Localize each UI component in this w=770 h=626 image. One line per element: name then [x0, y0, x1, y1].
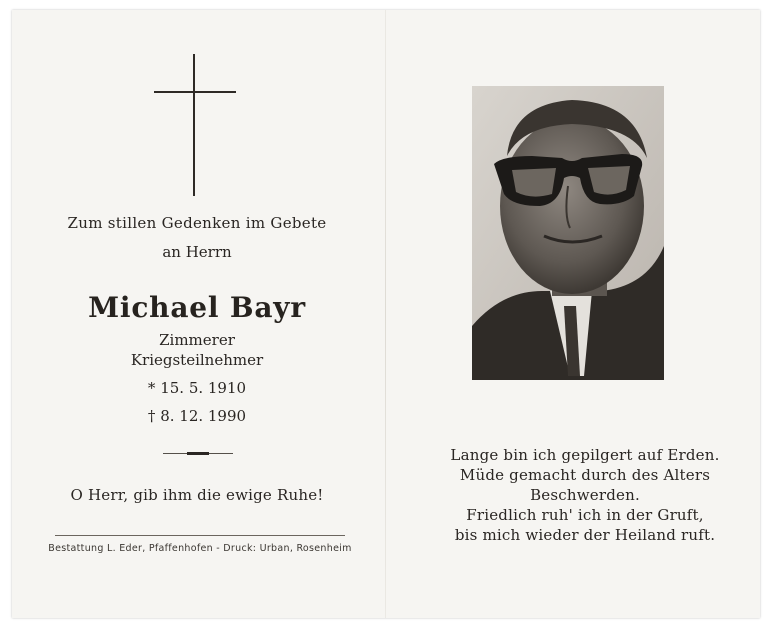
- intro-line-2: an Herrn: [162, 243, 232, 261]
- occupation: Zimmerer: [159, 331, 235, 349]
- verse-line: Friedlich ruh' ich in der Gruft,: [466, 506, 704, 524]
- death-date: † 8. 12. 1990: [147, 407, 247, 425]
- birth-date: * 15. 5. 1910: [147, 379, 247, 397]
- printer-credit: Bestattung L. Eder, Pfaffenhofen - Druck: Urban, Rosenheim: [48, 543, 352, 554]
- prayer-line: O Herr, gib ihm die ewige Ruhe!: [70, 486, 324, 504]
- verse-line: bis mich wieder der Heiland ruft.: [454, 526, 716, 544]
- footer-rule: [55, 535, 345, 536]
- cross-icon: [193, 54, 195, 196]
- portrait-photo: [472, 86, 664, 380]
- cross-icon-crossbar: [154, 91, 236, 93]
- card-fold: [385, 10, 386, 618]
- divider-ornament: [187, 452, 209, 455]
- portrait-image: [472, 86, 664, 380]
- intro-line: Zum stillen Gedenken im Gebete: [67, 214, 327, 232]
- verse-line: Müde gemacht durch des Alters: [459, 466, 711, 484]
- deceased-name: Michael Bayr: [88, 291, 306, 324]
- status: Kriegsteilnehmer: [130, 351, 264, 369]
- verse-line: Lange bin ich gepilgert auf Erden.: [450, 446, 720, 464]
- verse: [430, 445, 740, 545]
- verse-line: Beschwerden.: [530, 486, 640, 504]
